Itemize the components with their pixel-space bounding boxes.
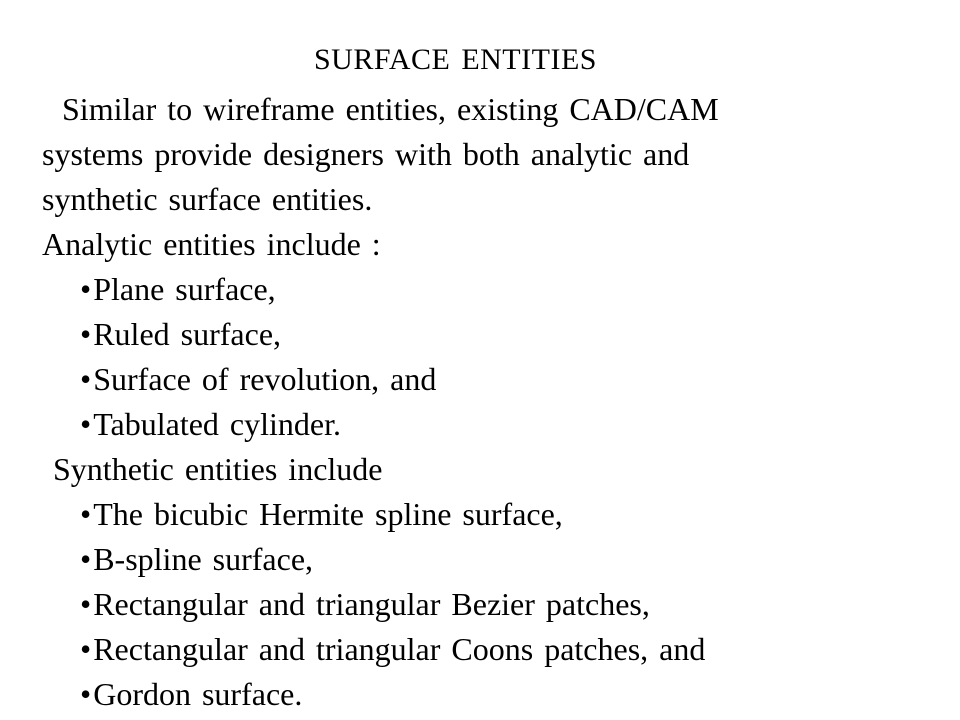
bullet-icon: •	[80, 406, 92, 442]
bullet-icon: •	[80, 361, 92, 397]
synthetic-item-bezier	[80, 586, 650, 622]
synthetic-item-text: The bicubic Hermite spline surface,	[93, 496, 563, 532]
bullet-icon: •	[80, 541, 92, 577]
analytic-item-ruled	[80, 316, 281, 352]
synthetic-item-text: B-spline surface,	[93, 541, 314, 577]
synthetic-item-hermite	[80, 496, 563, 532]
analytic-item-plane	[80, 271, 276, 307]
intro-line-3: synthetic surface entities.	[42, 181, 373, 217]
synthetic-heading: Synthetic entities include	[53, 451, 383, 487]
analytic-item-text: Surface of revolution, and	[93, 361, 437, 397]
bullet-icon: •	[80, 676, 92, 712]
synthetic-item-coons	[80, 631, 705, 667]
bullet-icon: •	[80, 316, 92, 352]
bullet-icon: •	[80, 631, 92, 667]
analytic-item-revolution	[80, 361, 436, 397]
synthetic-item-bspline	[80, 541, 313, 577]
intro-line-2: systems provide designers with both analytic and	[42, 136, 690, 172]
slide-title: SURFACE ENTITIES	[314, 43, 597, 76]
bullet-icon: •	[80, 496, 92, 532]
synthetic-item-text: Rectangular and triangular Coons patches, and	[93, 631, 706, 667]
analytic-item-text: Plane surface,	[93, 271, 276, 307]
analytic-item-text: Ruled surface,	[93, 316, 282, 352]
synthetic-item-text: Rectangular and triangular Bezier patches,	[93, 586, 650, 622]
synthetic-item-text: Gordon surface.	[93, 676, 303, 712]
analytic-heading: Analytic entities include :	[42, 226, 381, 262]
bullet-icon: •	[80, 586, 92, 622]
synthetic-item-gordon	[80, 676, 302, 712]
analytic-item-tabulated	[80, 406, 341, 442]
bullet-icon: •	[80, 271, 92, 307]
intro-line-1: Similar to wireframe entities, existing CAD/CAM	[62, 91, 719, 127]
analytic-item-text: Tabulated cylinder.	[93, 406, 341, 442]
